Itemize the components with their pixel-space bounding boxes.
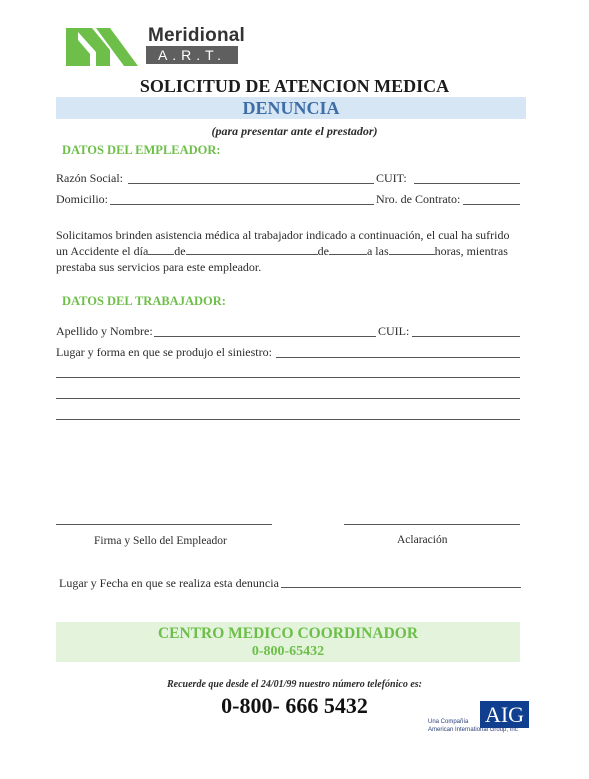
lugar-forma-field[interactable] (276, 357, 520, 358)
paragraph-line-3: prestaba sus servicios para este empleador. (56, 260, 262, 274)
domicilio-field[interactable] (110, 204, 374, 205)
siniestro-line-3[interactable] (56, 419, 520, 420)
coordinator-title: CENTRO MEDICO COORDINADOR (157, 625, 419, 642)
brand-name: Meridional (148, 25, 246, 46)
cuit-field[interactable] (414, 183, 520, 184)
paragraph-line-1: Solicitamos brinden asistencia médica al trabajador indicado a continuación, el cual ha sufrido (56, 228, 510, 242)
razon-social-field[interactable] (128, 183, 374, 184)
lugar-forma-label: Lugar y forma en que se produjo el siniestro: (56, 345, 272, 359)
apellido-nombre-field[interactable] (154, 336, 376, 337)
domicilio-label: Domicilio: (56, 192, 108, 206)
lugar-fecha-field[interactable] (281, 587, 521, 588)
firma-sello-field[interactable] (56, 524, 272, 525)
meridional-logo-icon (66, 28, 138, 66)
month-field[interactable] (186, 254, 318, 255)
razon-social-label: Razón Social: (56, 171, 123, 185)
year-field[interactable] (329, 254, 367, 255)
request-paragraph (56, 227, 528, 275)
accident-day-label: un Accidente el día (56, 244, 149, 258)
page-title: SOLICITUD DE ATENCION MEDICA (139, 76, 450, 96)
hour-field[interactable] (389, 254, 435, 255)
subtitle: (para presentar ante el prestador) (211, 124, 378, 138)
firma-sello-caption: Firma y Sello del Empleador (94, 535, 227, 547)
cuit-label: CUIT: (376, 171, 407, 185)
lugar-fecha-label: Lugar y Fecha en que se realiza esta denuncia (59, 576, 279, 590)
aig-logo: AIG (480, 701, 529, 728)
brand-subtitle: A.R.T. (146, 46, 238, 64)
day-field[interactable] (148, 254, 174, 255)
de-label-2: de (317, 244, 329, 258)
aclaracion-caption: Aclaración (397, 534, 448, 546)
horas-label: horas, mientras (434, 244, 508, 258)
worker-section-title: DATOS DEL TRABAJADOR: (62, 294, 226, 308)
siniestro-line-1[interactable] (56, 377, 520, 378)
cuil-field[interactable] (412, 336, 520, 337)
employer-section-title: DATOS DEL EMPLEADOR: (62, 143, 221, 157)
de-label-1: de (174, 244, 186, 258)
coordinator-phone: 0-800-65432 (251, 644, 325, 659)
new-phone-number: 0-800- 666 5432 (221, 693, 368, 718)
denuncia-label: DENUNCIA (242, 98, 340, 118)
nro-contrato-field[interactable] (463, 204, 520, 205)
apellido-nombre-label: Apellido y Nombre: (56, 324, 153, 338)
aig-tagline-1: Una Compañía (428, 719, 469, 725)
aclaracion-field[interactable] (344, 524, 520, 525)
a-las-label: a las (366, 244, 389, 258)
paragraph-line-2 (56, 243, 528, 259)
aig-tagline-2: American International Group, Inc (428, 727, 518, 733)
siniestro-line-2[interactable] (56, 398, 520, 399)
phone-reminder: Recuerde que desde el 24/01/99 nuestro número telefónico es: (167, 679, 422, 690)
cuil-label: CUIL: (378, 324, 410, 338)
nro-contrato-label: Nro. de Contrato: (376, 192, 461, 206)
